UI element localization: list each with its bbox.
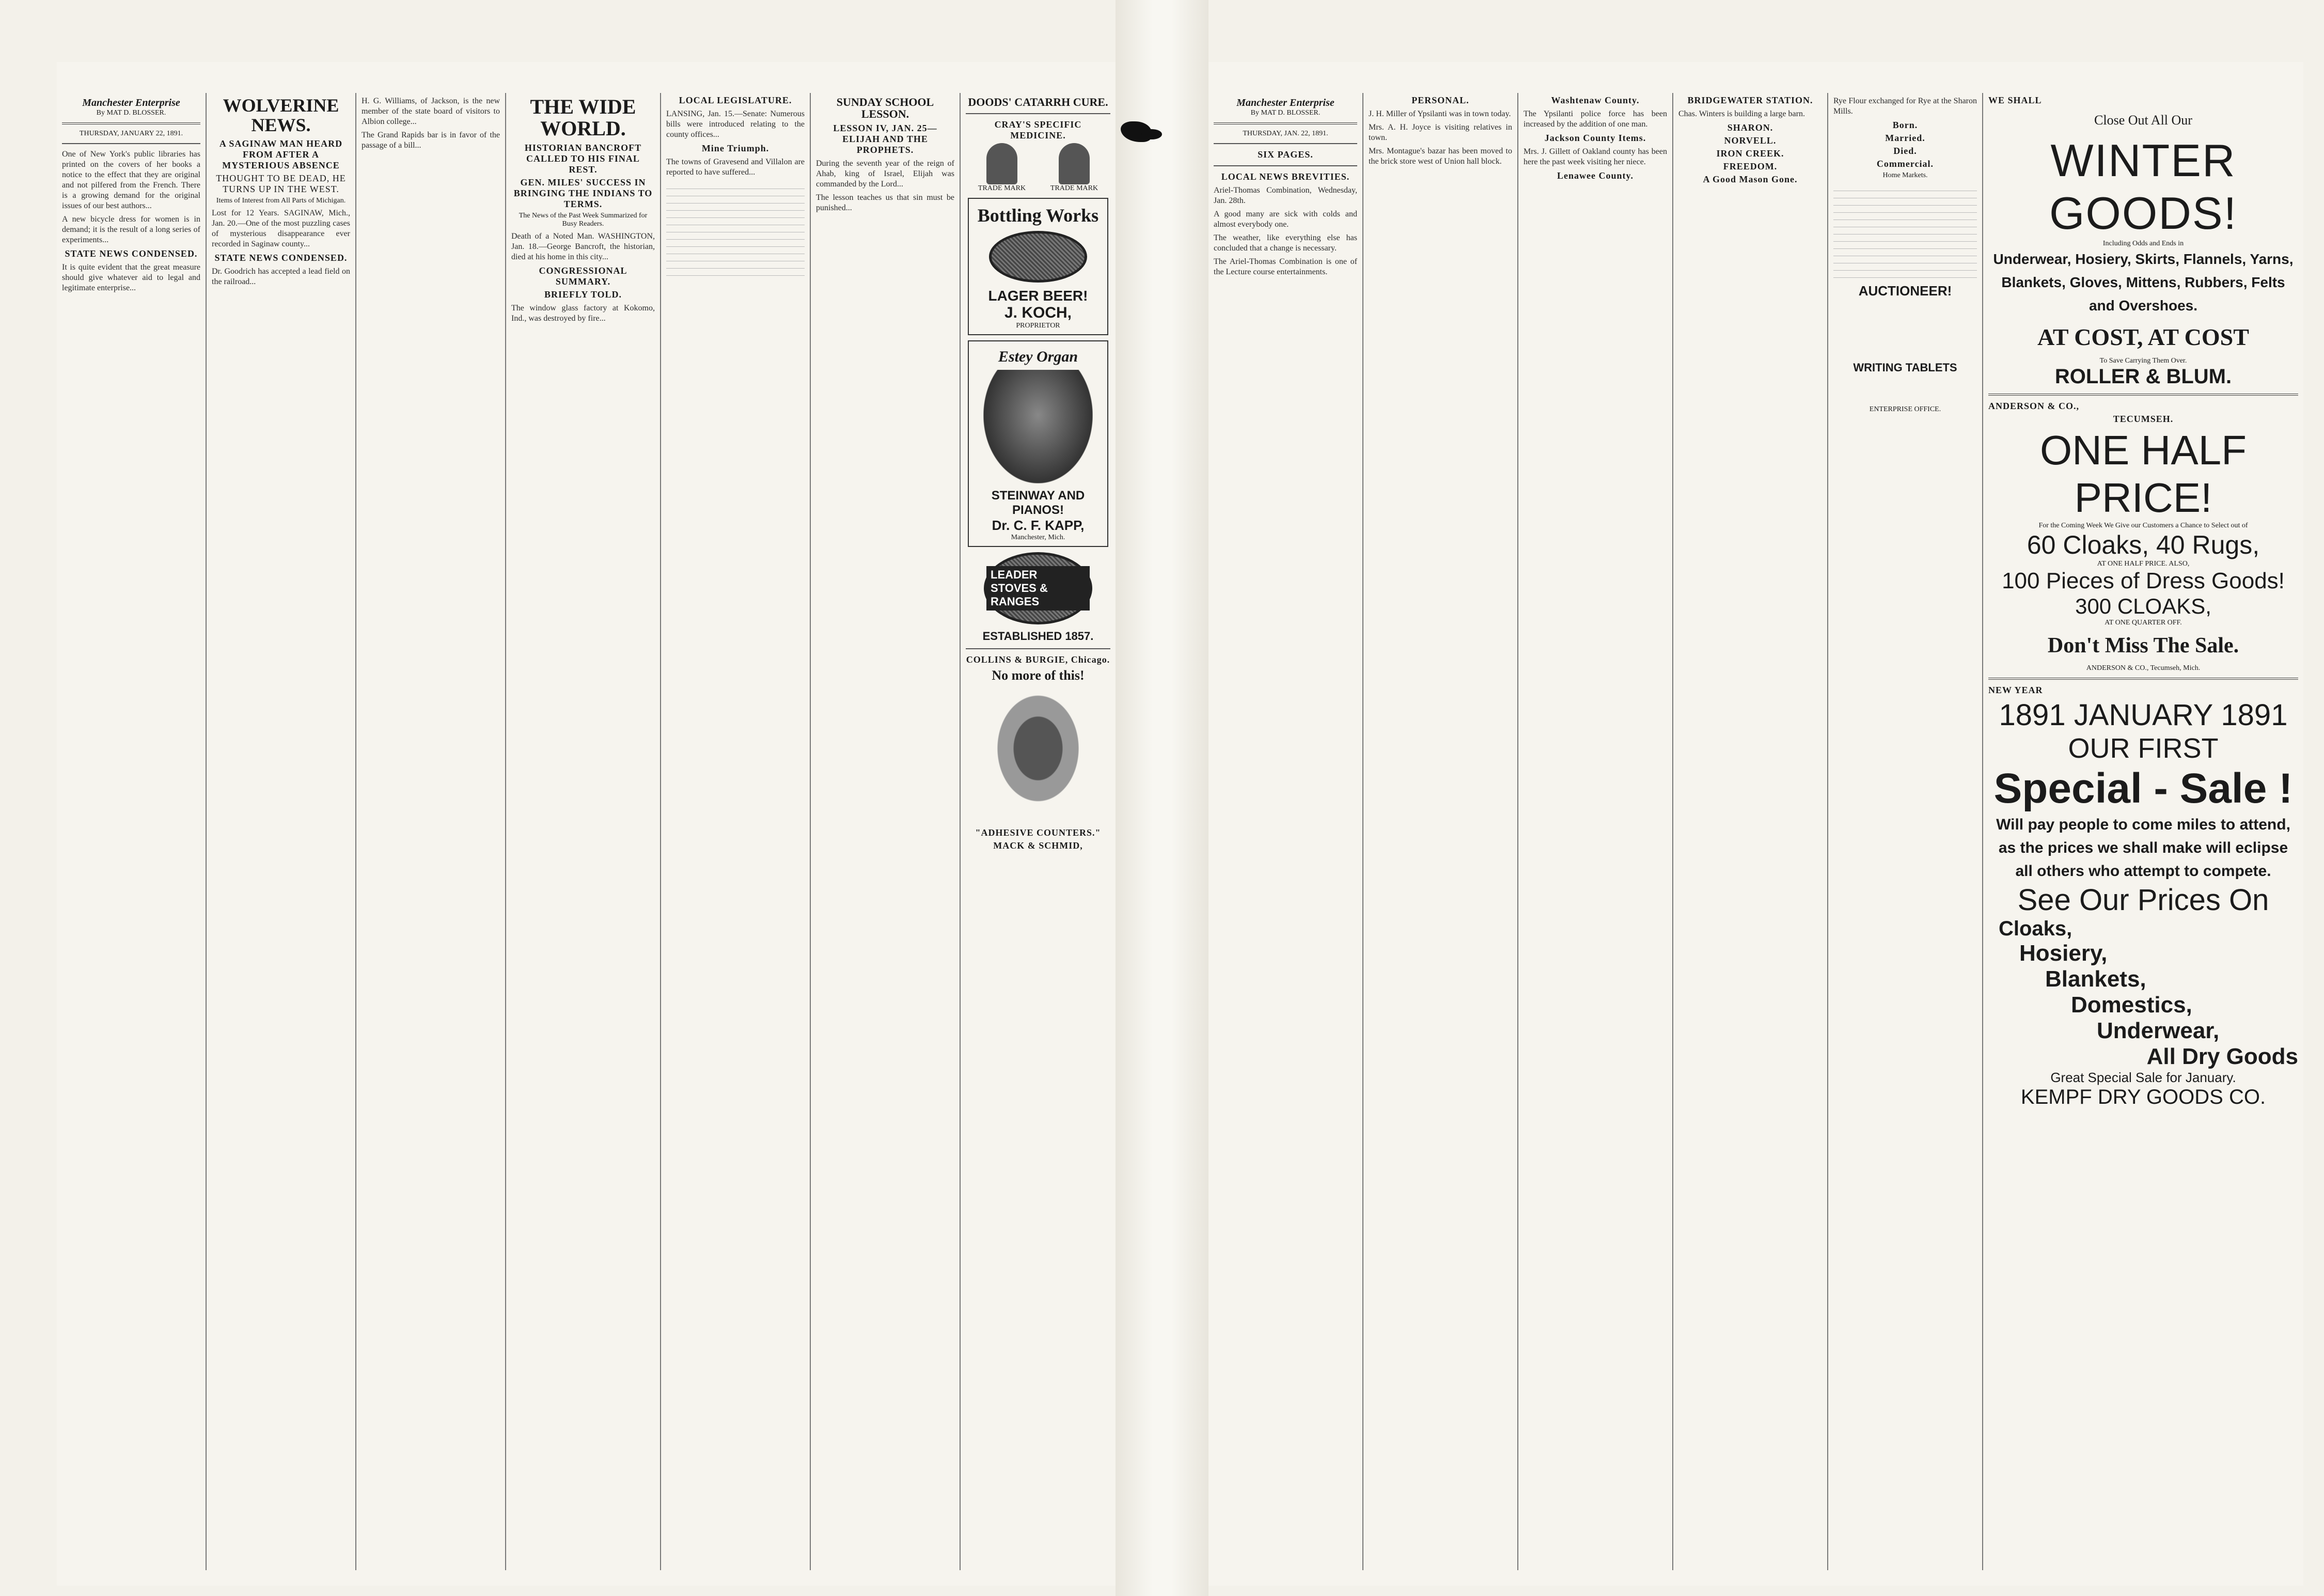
issue-date: THURSDAY, JAN. 22, 1891. (1243, 130, 1328, 137)
ad-line: ANDERSON & CO., Tecumseh, Mich. (2086, 664, 2201, 672)
page-gutter (1116, 0, 1208, 1596)
ad-title: No more of this! (992, 668, 1085, 683)
section-heading: STATE NEWS CONDENSED. (214, 252, 348, 263)
ad-item: Blankets, (2045, 966, 2146, 992)
article-paragraph: The Ariel-Thomas Combination is one of the Lecture course entertainments. (1214, 257, 1357, 276)
ad-headline: OUR FIRST (2068, 733, 2219, 764)
headline: SUNDAY SCHOOL LESSON. (836, 96, 934, 121)
section-heading: Lenawee County. (1557, 170, 1634, 181)
ad-line: AT ONE HALF PRICE. ALSO, (2097, 559, 2190, 568)
ad-line: To Save Carrying Them Over. (2099, 356, 2187, 365)
trade-mark-after (1050, 143, 1098, 193)
market-prices-table (1833, 185, 1977, 278)
ad-headline: ONE HALF PRICE! (2039, 427, 2247, 521)
left-col-7-ads (961, 93, 1116, 1570)
divider (966, 648, 1110, 649)
ad-firm: ROLLER & BLUM. (2054, 365, 2232, 388)
portrait-engraving-icon (986, 143, 1017, 184)
ink-blot-small (1141, 129, 1162, 139)
ad-line: Including Odds and Ends in (2102, 240, 2184, 248)
ad-line: Manchester, Mich. (1011, 534, 1065, 542)
right-col-6-ads (1983, 93, 2303, 1570)
article-paragraph: Death of a Noted Man. WASHINGTON, Jan. 18.—George Bancroft, the historian, died at his home in this city... (511, 232, 655, 261)
right-col-5 (1828, 93, 1983, 1570)
ad-headline: 300 CLOAKS, (2075, 593, 2211, 618)
deck: The News of the Past Week Summarized for Busy Readers. (519, 212, 648, 228)
market-table (666, 183, 805, 276)
article-paragraph: Lost for 12 Years. SAGINAW, Mich., Jan. 20.—One of the most puzzling cases of mysterious disappearance ever recorded in Saginaw county... (212, 208, 350, 248)
ad-headline: DOODS' CATARRH CURE. (968, 96, 1108, 108)
article-paragraph: During the seventh year of the reign of Ahab, king of Israel, Elijah was commanded by the Lord... (816, 159, 954, 189)
section-heading: BRIDGEWATER STATION. (1687, 95, 1813, 105)
article-paragraph: The lesson teaches us that sin must be punished... (816, 193, 954, 213)
ad-line: COLLINS & BURGIE, Chicago. (966, 654, 1110, 665)
section-heading: CONGRESSIONAL SUMMARY. (539, 265, 627, 287)
right-col-1 (1208, 93, 1363, 1570)
ad-line: Close Out All Our (2094, 113, 2192, 128)
ad-line: PROPRIETOR (1016, 321, 1060, 330)
article-paragraph: H. G. Williams, of Jackson, is the new member of the state board of visitors to Albion college... (362, 97, 500, 126)
organ-engraving (983, 370, 1093, 483)
divider (1214, 143, 1357, 144)
article-paragraph: The window glass factory at Kokomo, Ind., was destroyed by fire... (511, 304, 655, 323)
ad-line: For the Coming Week We Give our Customers a Chance to Select out of (2038, 521, 2248, 529)
left-newspaper-page (57, 62, 1116, 1586)
trade-mark-row (966, 143, 1110, 193)
divider (966, 113, 1110, 114)
section-heading: STATE NEWS CONDENSED. (65, 248, 198, 259)
left-col-3 (356, 93, 506, 1570)
ad-item: Underwear, (2097, 1018, 2220, 1044)
ad-item: Domestics, (2071, 992, 2192, 1018)
section-heading: NORVELL. (1724, 135, 1777, 146)
ad-line: MACK & SCHMID, (993, 840, 1083, 851)
headline: THE WIDE WORLD. (530, 95, 636, 140)
article-paragraph: J. H. Miller of Ypsilanti was in town today. (1369, 109, 1511, 118)
stove-badge (984, 552, 1092, 624)
umbrella-woman-engraving (981, 688, 1095, 822)
article-paragraph: LANSING, Jan. 15.—Senate: Numerous bills were introduced relating to the county offices... (666, 109, 805, 139)
ad-title: Estey Organ (998, 348, 1078, 365)
pages-notice: SIX PAGES. (1258, 149, 1313, 160)
divider (62, 143, 200, 144)
ad-line: ANDERSON & CO., (1988, 400, 2080, 411)
section-heading: Home Markets. (1882, 171, 1928, 179)
ad-line: Great Special Sale for January. (2050, 1070, 2236, 1086)
ad-headline: See Our Prices On (2017, 883, 2269, 917)
ad-line: AT ONE QUARTER OFF. (2105, 618, 2182, 627)
article-paragraph: A good many are sick with colds and almost everybody one. (1214, 210, 1357, 229)
section-heading: PERSONAL. (1411, 95, 1469, 105)
left-col-5 (661, 93, 811, 1570)
right-col-4 (1673, 93, 1828, 1570)
section-heading: Jackson County Items. (1544, 133, 1646, 143)
ad-headline: WINTER GOODS! (2049, 135, 2238, 239)
divider (1214, 165, 1357, 166)
ad-firm: KEMPF DRY GOODS CO. (2020, 1086, 2266, 1109)
divider (62, 122, 200, 124)
article-paragraph: The Grand Rapids bar is in favor of the passage of a bill... (362, 131, 500, 150)
left-col-2 (207, 93, 356, 1570)
ad-headline: 1891 JANUARY 1891 (1999, 698, 2288, 732)
ad-line: NEW YEAR (1988, 685, 2043, 696)
right-col-2 (1363, 93, 1518, 1570)
section-heading: Born. (1892, 120, 1918, 130)
article-paragraph: Dr. Goodrich has accepted a lead field on the railroad... (212, 267, 350, 286)
masthead: Manchester Enterprise (82, 97, 180, 108)
ad-headline: CRAY'S SPECIFIC MEDICINE. (994, 119, 1082, 141)
ad-headline: AT COST, AT COST (2037, 323, 2249, 350)
left-col-1 (57, 93, 207, 1570)
article-paragraph: A new bicycle dress for women is in demand; it is the result of a long series of experiments... (62, 215, 200, 244)
subheadline: A SAGINAW MAN HEARD FROM AFTER A MYSTERIOUS ABSENCE (219, 138, 343, 170)
right-newspaper-page (1208, 62, 2303, 1586)
bottling-works-ad (968, 198, 1108, 335)
byline: By MAT D. BLOSSER. (96, 109, 166, 117)
subheadline: LESSON IV, JAN. 25—ELIJAH AND THE PROPHETS. (833, 123, 937, 155)
left-col-6 (811, 93, 961, 1570)
section-heading: IRON CREEK. (1716, 148, 1784, 159)
section-heading: SHARON. (1727, 122, 1773, 133)
right-col-3 (1518, 93, 1673, 1570)
beer-bottles-engraving (989, 231, 1087, 283)
article-paragraph: Mrs. J. Gillett of Oakland county has been here the past week visiting her niece. (1524, 147, 1667, 166)
article-paragraph: Mrs. A. H. Joyce is visiting relatives in town. (1369, 123, 1512, 142)
section-heading: Mine Triumph. (701, 143, 770, 153)
ad-title: Bottling Works (977, 205, 1099, 226)
divider (1214, 122, 1357, 124)
masthead: Manchester Enterprise (1236, 97, 1334, 108)
article-paragraph: The Ypsilanti police force has been increased by the addition of one man. (1524, 109, 1667, 129)
section-heading: Washtenaw County. (1551, 95, 1640, 105)
stove-badge-text: LEADER STOVES & RANGES (986, 566, 1090, 611)
ad-line: TECUMSEH. (2113, 413, 2174, 424)
ad-item-list: Underwear, Hosiery, Skirts, Flannels, Yarns, Blankets, Gloves, Mittens, Rubbers, Felts and Overshoes. (1993, 251, 2294, 314)
section-heading: LOCAL LEGISLATURE. (679, 95, 792, 105)
section-heading: Married. (1885, 133, 1925, 143)
section-heading: Commercial. (1876, 159, 1934, 169)
ad-headline: 100 Pieces of Dress Goods! (2002, 568, 2285, 593)
ad-line: J. KOCH, (1004, 304, 1072, 321)
ad-headline: Special - Sale ! (1993, 765, 2293, 812)
section-heading: A Good Mason Gone. (1703, 174, 1798, 184)
auctioneer-ad: AUCTIONEER! (1858, 283, 1952, 299)
article-paragraph: Ariel-Thomas Combination, Wednesday, Jan. 28th. (1214, 186, 1357, 205)
article-paragraph: One of New York's public libraries has printed on the covers of her books a notice to the effect that they are original and not pilfered from the French. There is a growing demand for the original issues of our best authors... (62, 150, 200, 210)
article-paragraph: It is quite evident that the great measure should give whatever aid to legal and legitimate enterprise... (62, 263, 200, 292)
portrait-engraving-icon (1059, 143, 1090, 184)
issue-date: THURSDAY, JANUARY 22, 1891. (79, 130, 183, 137)
ad-line: ESTABLISHED 1857. (982, 630, 1094, 643)
trade-mark-before (978, 143, 1026, 193)
ad-headline: 60 Cloaks, 40 Rugs, (2027, 530, 2260, 559)
subheadline: THOUGHT TO BE DEAD, HE TURNS UP IN THE WEST. (216, 173, 346, 194)
byline: By MAT D. BLOSSER. (1250, 109, 1321, 117)
ad-item: All Dry Goods (2146, 1044, 2298, 1070)
organ-ad (968, 340, 1108, 547)
trade-mark-label: TRADE MARK (978, 184, 1026, 193)
headline: WOLVERINE NEWS. (223, 95, 339, 135)
article-paragraph: Rye Flour exchanged for Rye at the Sharon Mills. (1833, 97, 1977, 116)
article-paragraph: The towns of Gravesend and Villalon are reported to have suffered... (666, 158, 805, 177)
section-heading: FREEDOM. (1723, 161, 1778, 171)
section-heading: BRIEFLY TOLD. (544, 289, 622, 300)
left-col-4 (506, 93, 661, 1570)
ad-line: Dr. C. F. KAPP, (992, 518, 1085, 534)
article-paragraph: Mrs. Montague's bazar has been moved to the brick store west of Union hall block. (1369, 147, 1512, 166)
divider (1988, 678, 2298, 680)
ad-paragraph: Will pay people to come miles to attend, as the prices we shall make will eclipse all others who attempt to compete. (1996, 816, 2290, 880)
deck: Items of Interest from All Parts of Michigan. (216, 196, 346, 205)
subheadline: HISTORIAN BANCROFT CALLED TO HIS FINAL REST. (524, 143, 642, 175)
divider (1988, 394, 2298, 396)
tablets-ad: WRITING TABLETS (1853, 361, 1957, 374)
section-heading: Died. (1893, 146, 1917, 156)
ad-item: Hosiery, (2019, 941, 2108, 966)
office-notice: ENTERPRISE OFFICE. (1869, 405, 1941, 413)
ad-line: "ADHESIVE COUNTERS." (975, 827, 1101, 838)
article-paragraph: The weather, like everything else has concluded that a change is necessary. (1214, 233, 1357, 253)
section-heading: LOCAL NEWS BREVITIES. (1221, 171, 1350, 182)
ad-line: WE SHALL (1988, 95, 2042, 105)
ad-line: STEINWAY AND PIANOS! (991, 489, 1085, 518)
ad-item: Cloaks, (1999, 917, 2072, 941)
subheadline: GEN. MILES' SUCCESS IN BRINGING THE INDIANS TO TERMS. (513, 177, 653, 209)
ad-line: LAGER BEER! (988, 287, 1088, 304)
article-paragraph: Chas. Winters is building a large barn. (1678, 109, 1805, 118)
ad-headline: Don't Miss The Sale. (2047, 633, 2239, 658)
trade-mark-label: TRADE MARK (1050, 184, 1098, 193)
